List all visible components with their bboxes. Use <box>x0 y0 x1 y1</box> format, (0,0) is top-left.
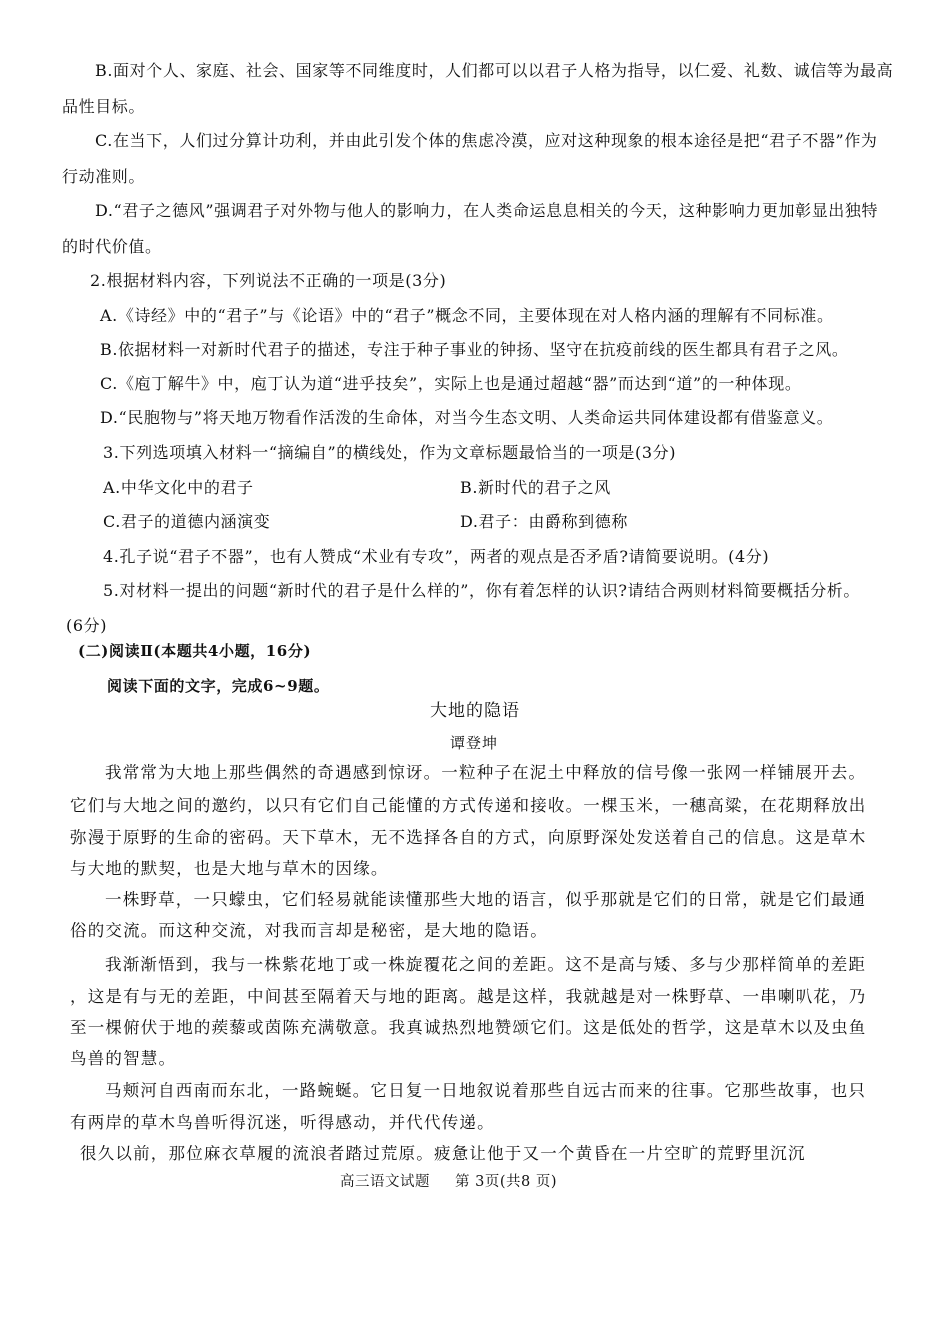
q2-option-c: C.《庖丁解牛》中，庖丁认为道“进乎技矣”，实际上也是通过超越“器”而达到“道”的一种体现。 <box>100 374 802 393</box>
q2-option-a: A.《诗经》中的“君子”与《论语》中的“君子”概念不同，主要体现在对人格内涵的理解有不同标准。 <box>100 306 834 325</box>
q3-option-b: B.新时代的君子之风 <box>460 478 611 497</box>
q3-option-d: D.君子：由爵称到德称 <box>460 512 628 531</box>
q1-option-b-line1: B.面对个人、家庭、社会、国家等不同维度时，人们都可以以君子人格为指导，以仁爱、礼数、诚信等为最高 <box>95 61 894 80</box>
article-p3-line4: 鸟兽的智慧。 <box>70 1049 177 1068</box>
footer-subject: 高三语文试题 <box>340 1174 430 1190</box>
q2-stem: 2.根据材料内容，下列说法不正确的一项是(3分) <box>90 271 447 290</box>
article-p1-line3: 弥漫于原野的生命的密码。天下草木，无不选择各自的方式，向原野深处发送着自己的信息。这是草木 <box>70 828 867 847</box>
q2-option-d: D.“民胞物与”将天地万物看作活泼的生命体，对当今生态文明、人类命运共同体建设都有借鉴意义。 <box>100 408 834 427</box>
article-author: 谭登坤 <box>450 734 499 752</box>
q2-option-b: B.依据材料一对新时代君子的描述，专注于种子事业的钟扬、坚守在抗疫前线的医生都具有君子之风。 <box>100 340 849 359</box>
q5-stem-line2: (6分) <box>66 616 108 635</box>
article-p2-line2: 俗的交流。而这种交流，对我而言却是秘密，是大地的隐语。 <box>70 921 548 940</box>
q3-option-c: C.君子的道德内涵演变 <box>103 512 271 531</box>
q1-option-c-line2: 行动准则。 <box>62 167 146 186</box>
article-p2-line1: 一株野草，一只蠓虫，它们轻易就能读懂那些大地的语言，似乎那就是它们的日常，就是它们最通 <box>105 890 867 909</box>
article-p1-line2: 它们与大地之间的邀约，以只有它们自己能懂的方式传递和接收。一棵玉米，一穗高粱，在花期释放出 <box>70 796 867 815</box>
article-p3-line3: 至一棵俯伏于地的蒺藜或茵陈充满敬意。我真诚热烈地赞颂它们。这是低处的哲学，这是草木以及虫鱼 <box>70 1018 867 1037</box>
q3-stem: 3.下列选项填入材料一“摘编自”的横线处，作为文章标题最恰当的一项是(3分) <box>103 443 677 462</box>
q1-option-d-line2: 的时代价值。 <box>62 237 162 256</box>
article-p4-line2: 有两岸的草木鸟兽听得沉迷，听得感动，并代代传递。 <box>70 1113 495 1132</box>
article-p5-line1: 很久以前，那位麻衣草履的流浪者踏过荒原。疲惫让他于又一个黄昏在一片空旷的荒野里沉沉 <box>80 1144 806 1163</box>
q1-option-b-line2: 品性目标。 <box>62 97 146 116</box>
article-p3-line1: 我渐渐悟到，我与一株紫花地丁或一株旋覆花之间的差距。这不是高与矮、多与少那样简单的差距 <box>105 955 867 974</box>
article-p1-line1: 我常常为大地上那些偶然的奇遇感到惊讶。一粒种子在泥土中释放的信号像一张网一样铺展开去。 <box>105 763 867 782</box>
q1-option-d-line1: D.“君子之德风”强调君子对外物与他人的影响力，在人类命运息息相关的今天，这种影响力更加彰显出独特 <box>95 201 879 220</box>
article-p1-line4: 与大地的默契，也是大地与草木的因缘。 <box>70 859 389 878</box>
q5-stem-line1: 5.对材料一提出的问题“新时代的君子是什么样的”，你有着怎样的认识?请结合两则材料简要概括分析。 <box>103 581 861 600</box>
q4-stem: 4.孔子说“君子不器”，也有人赞成“术业有专攻”，两者的观点是否矛盾?请简要说明。(4分) <box>103 547 770 566</box>
article-p4-line1: 马颊河自西南而东北，一路蜿蜒。它日复一日地叙说着那些自远古而来的往事。它那些故事，也只 <box>105 1081 867 1100</box>
article-title: 大地的隐语 <box>430 701 520 721</box>
q1-option-c-line1: C.在当下，人们过分算计功利，并由此引发个体的焦虑冷漠，应对这种现象的根本途径是把“君子不器”作为 <box>95 131 878 150</box>
q3-option-a: A.中华文化中的君子 <box>103 478 254 497</box>
footer-page-number: 第 3页(共8 页) <box>455 1174 557 1190</box>
section-2-heading: (二)阅读Ⅱ(本题共4小题，16分) <box>78 642 312 660</box>
article-p3-line2: ，这是有与无的差距，中间甚至隔着天与地的距离。越是这样，我就越是对一株野草、一串喇叭花，乃 <box>70 987 867 1006</box>
section-2-instruction: 阅读下面的文字，完成6~9题。 <box>107 677 330 695</box>
